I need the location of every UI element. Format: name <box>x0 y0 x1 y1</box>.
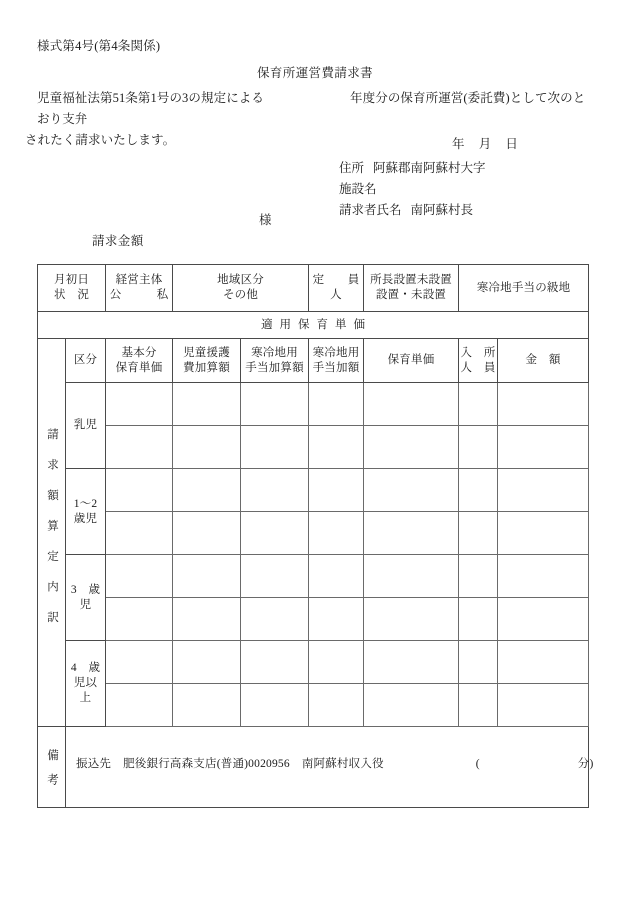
table-header-row-2 <box>38 339 589 383</box>
paren-open: ( <box>475 757 480 770</box>
age-label-line-2: 児以 <box>73 677 98 689</box>
cell-cold-allowance-addition[interactable] <box>241 512 309 555</box>
addressee-honorific: 様 <box>259 213 272 227</box>
remarks-row <box>38 727 589 808</box>
intro-text-part2: 年度分の保育所運営(委託費)として次のとおり支弁 <box>37 91 586 126</box>
document-title: 保育所運営費請求書 <box>256 66 374 80</box>
cell-enrolled-children[interactable] <box>459 684 498 727</box>
intro-text-part1: 児童福祉法第51条第1号の3の規定による <box>37 91 265 105</box>
cell-enrolled-children[interactable] <box>459 555 498 598</box>
column-header-amount <box>498 339 589 383</box>
cell-base-unit-price[interactable] <box>106 469 173 512</box>
cell-child-support-addition[interactable] <box>173 469 241 512</box>
header-line-1: 経営主体 <box>115 274 163 286</box>
header-line-2: 状 況 <box>53 289 90 301</box>
cell-cold-allowance-extra[interactable] <box>309 469 364 512</box>
header-line-1: 月初日 <box>53 274 90 286</box>
header-line-1: 寒冷地用 <box>312 347 360 359</box>
cell-nursery-unit-price[interactable] <box>364 598 459 641</box>
cell-child-support-addition[interactable] <box>173 684 241 727</box>
cell-cold-allowance-addition[interactable] <box>241 684 309 727</box>
cell-cold-allowance-extra[interactable] <box>309 555 364 598</box>
header-line-1: 地域区分 <box>217 274 264 286</box>
age-label-line-1: 1〜2 <box>73 497 98 510</box>
header-line-2: 人 <box>330 289 342 301</box>
claimant-row <box>339 200 486 221</box>
cell-amount[interactable] <box>498 426 589 469</box>
header-line-2: 人 員 <box>460 361 496 374</box>
cell-cold-allowance-addition[interactable] <box>241 426 309 469</box>
header-cell-cold-region-grade <box>459 265 589 312</box>
date-line <box>0 134 630 152</box>
date-day-label: 日 <box>505 137 519 151</box>
table-row <box>38 383 589 426</box>
header-line-2: 区分 <box>73 354 98 367</box>
cell-enrolled-children[interactable] <box>459 598 498 641</box>
cell-cold-allowance-extra[interactable] <box>309 383 364 426</box>
age-label-line-2: 歳児 <box>73 512 98 525</box>
date-year-label: 年 <box>452 137 465 151</box>
side-label-cell <box>38 339 66 727</box>
header-cell-month-status <box>38 265 106 312</box>
cell-cold-allowance-addition[interactable] <box>241 555 309 598</box>
table-row <box>38 684 589 727</box>
cell-nursery-unit-price[interactable] <box>364 469 459 512</box>
paren-close: 分) <box>577 757 594 770</box>
cell-cold-allowance-extra[interactable] <box>309 598 364 641</box>
cell-base-unit-price[interactable] <box>106 426 173 469</box>
cell-child-support-addition[interactable] <box>173 598 241 641</box>
cell-nursery-unit-price[interactable] <box>364 555 459 598</box>
table-header-row-1 <box>38 265 589 312</box>
cell-cold-allowance-addition[interactable] <box>241 641 309 684</box>
table-row <box>38 598 589 641</box>
cell-cold-allowance-addition[interactable] <box>241 383 309 426</box>
cell-cold-allowance-extra[interactable] <box>309 512 364 555</box>
cell-amount[interactable] <box>498 684 589 727</box>
column-header-enrolled-children <box>459 339 498 383</box>
header-line-2: 設置・未設置 <box>375 289 447 301</box>
cell-nursery-unit-price[interactable] <box>364 641 459 684</box>
cell-cold-allowance-extra[interactable] <box>309 641 364 684</box>
age-label-line-3: 上 <box>79 692 92 704</box>
header-line-2: 保育単価 <box>387 354 435 367</box>
header-cell-director-installation <box>364 265 459 312</box>
cell-cold-allowance-extra[interactable] <box>309 684 364 727</box>
cell-amount[interactable] <box>498 512 589 555</box>
header-line-2: 手当加算額 <box>245 361 304 374</box>
header-line-1: 定 員 <box>312 274 360 286</box>
cell-base-unit-price[interactable] <box>106 641 173 684</box>
facility-row <box>339 179 486 200</box>
age-label-line-1: 4 歳 <box>70 662 101 674</box>
cell-nursery-unit-price[interactable] <box>364 383 459 426</box>
address-row <box>339 158 486 179</box>
claim-table <box>37 264 594 808</box>
column-header-cold-allowance-extra <box>309 339 364 383</box>
remarks-label-cell <box>38 727 66 808</box>
header-cell-capacity <box>309 265 364 312</box>
table-row <box>38 641 589 684</box>
header-line-2: 手当加額 <box>312 361 360 374</box>
address-value: 阿蘇郡南阿蘇村大字 <box>373 161 486 175</box>
header-line-1: 寒冷地手当の級地 <box>476 281 571 294</box>
address-label: 住所 <box>339 161 365 175</box>
column-header-cold-allowance-addition <box>241 339 309 383</box>
column-header-child-support-addition <box>173 339 241 383</box>
header-line-1: 所長設置未設置 <box>370 274 452 286</box>
header-line-1: 入 所 <box>460 347 496 359</box>
cell-base-unit-price[interactable] <box>106 555 173 598</box>
table-row <box>38 469 589 512</box>
remarks-label-text: 備考 <box>46 748 58 798</box>
age-label-line-1: 3 歳 <box>70 583 101 596</box>
cell-amount[interactable] <box>498 598 589 641</box>
cell-base-unit-price[interactable] <box>106 383 173 426</box>
cell-base-unit-price[interactable] <box>106 684 173 727</box>
age-group-label-3yo[interactable] <box>66 555 106 641</box>
cell-enrolled-children[interactable] <box>459 641 498 684</box>
cell-enrolled-children[interactable] <box>459 383 498 426</box>
cell-child-support-addition[interactable] <box>173 641 241 684</box>
bank-recipient: 南阿蘇村収入役 <box>301 757 384 770</box>
header-line-1: 基本分 <box>121 347 157 359</box>
cell-child-support-addition[interactable] <box>173 555 241 598</box>
cell-amount[interactable] <box>498 383 589 426</box>
cell-nursery-unit-price[interactable] <box>364 512 459 555</box>
claim-amount-label: 請求金額 <box>92 234 144 248</box>
column-header-division <box>66 339 106 383</box>
applied-unit-price-label: 適用保育単価 <box>38 312 589 339</box>
column-header-nursery-unit-price <box>364 339 459 383</box>
applied-unit-price-row <box>38 312 589 339</box>
cell-amount[interactable] <box>498 469 589 512</box>
age-group-label-1to2[interactable] <box>66 469 106 555</box>
claimant-value: 南阿蘇村長 <box>410 203 474 217</box>
cell-base-unit-price[interactable] <box>106 598 173 641</box>
header-cell-area-division <box>173 265 309 312</box>
header-line-1: 児童援護 <box>183 347 230 359</box>
bank-name: 肥後銀行高森支店(普通)0020956 <box>123 757 290 770</box>
age-group-label-4yo-and-above[interactable] <box>66 641 106 727</box>
cell-child-support-addition[interactable] <box>173 426 241 469</box>
form-number: 様式第4号(第4条関係) <box>37 39 161 53</box>
date-month-label: 月 <box>478 137 492 151</box>
age-group-label-infant[interactable]: 乳児 <box>66 383 106 469</box>
cell-cold-allowance-addition[interactable] <box>241 469 309 512</box>
cell-child-support-addition[interactable] <box>173 512 241 555</box>
cell-child-support-addition[interactable] <box>173 383 241 426</box>
claimant-block <box>339 158 486 221</box>
cell-nursery-unit-price[interactable] <box>364 684 459 727</box>
cell-cold-allowance-addition[interactable] <box>241 598 309 641</box>
cell-enrolled-children[interactable] <box>459 469 498 512</box>
cell-enrolled-children[interactable] <box>459 426 498 469</box>
table-row <box>38 426 589 469</box>
bank-transfer-label: 振込先 <box>76 757 112 770</box>
table-row <box>38 512 589 555</box>
facility-label: 施設名 <box>339 182 377 196</box>
bank-transfer-line <box>66 757 594 778</box>
cell-amount[interactable] <box>498 641 589 684</box>
table-row <box>38 555 589 598</box>
age-label-line-2: 児 <box>79 598 92 611</box>
column-header-base-unit-price <box>106 339 173 383</box>
header-line-2: 保育単価 <box>115 361 163 374</box>
cell-base-unit-price[interactable] <box>106 512 173 555</box>
header-cell-management-body <box>106 265 173 312</box>
cell-cold-allowance-extra[interactable] <box>309 426 364 469</box>
header-line-2: 公 私 <box>109 289 169 301</box>
header-line-2: 費加算額 <box>183 361 230 374</box>
cell-amount[interactable] <box>498 555 589 598</box>
claimant-label: 請求者氏名 <box>339 203 402 217</box>
header-line-2: その他 <box>222 289 259 301</box>
remarks-content-cell[interactable] <box>66 727 594 808</box>
header-line-2: 金 額 <box>525 354 561 367</box>
header-line-1: 寒冷地用 <box>251 347 298 359</box>
intro-text-line2: されたく請求いたします。 <box>25 133 176 147</box>
cell-enrolled-children[interactable] <box>459 512 498 555</box>
cell-nursery-unit-price[interactable] <box>364 426 459 469</box>
side-label-text: 請求額算定内訳 <box>46 427 58 642</box>
